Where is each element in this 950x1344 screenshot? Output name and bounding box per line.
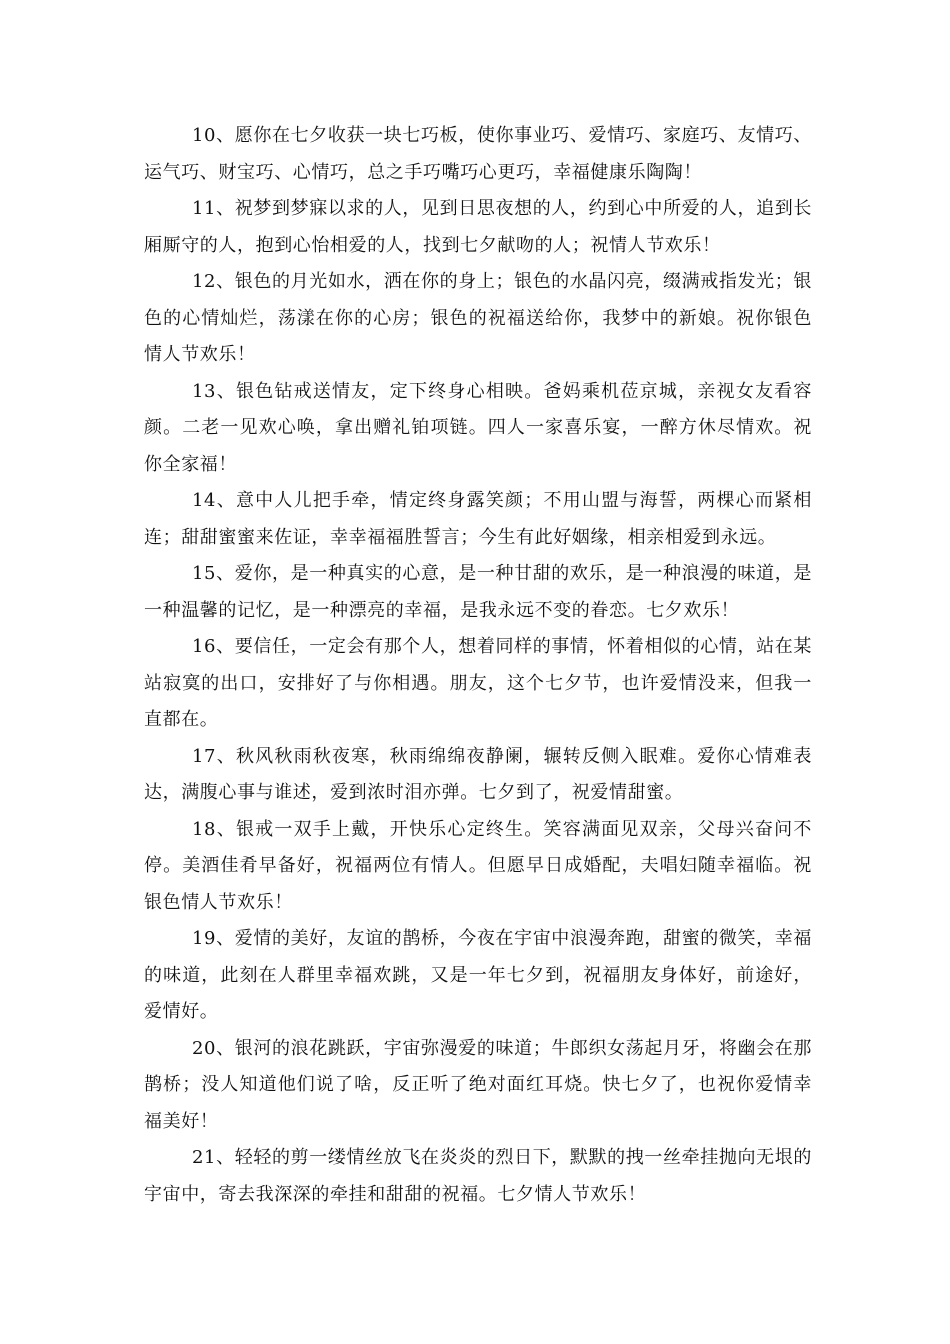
paragraph-11: 11、祝梦到梦寐以求的人，见到日思夜想的人，约到心中所爱的人，追到长厢厮守的人，抱到心怡相爱的人，找到七夕献吻的人；祝情人节欢乐！ — [144, 198, 812, 256]
paragraph-13: 13、银色钻戒送情友，定下终身心相映。爸妈乘机莅京城，亲视女友看容颜。二老一见欢心唤，拿出赠礼铂项链。四人一家喜乐宴，一醉方休尽情欢。祝你全家福！ — [144, 380, 812, 475]
paragraph-19: 19、爱情的美好，友谊的鹊桥，今夜在宇宙中浪漫奔跑，甜蜜的微笑，幸福的味道，此刻在人群里幸福欢跳，又是一年七夕到，祝福朋友身体好，前途好，爱情好。 — [144, 928, 812, 1022]
paragraph-21: 21、轻轻的剪一缕情丝放飞在炎炎的烈日下，默默的拽一丝牵挂抛向无垠的宇宙中，寄去我深深的牵挂和甜甜的祝福。七夕情人节欢乐！ — [144, 1147, 812, 1205]
paragraph-16: 16、要信任，一定会有那个人，想着同样的事情，怀着相似的心情，站在某站寂寞的出口，安排好了与你相遇。朋友，这个七夕节，也许爱情没来，但我一直都在。 — [144, 636, 812, 730]
paragraph-18: 18、银戒一双手上戴，开快乐心定终生。笑容满面见双亲，父母兴奋问不停。美酒佳肴早备好，祝福两位有情人。但愿早日成婚配，夫唱妇随幸福临。祝银色情人节欢乐！ — [144, 818, 812, 913]
paragraph-14: 14、意中人儿把手牵，情定终身露笑颜；不用山盟与海誓，两棵心而紧相连；甜甜蜜蜜来佐证，幸幸福福胜誓言；今生有此好姻缘，相亲相爱到永远。 — [144, 490, 812, 548]
paragraph-10: 10、愿你在七夕收获一块七巧板，使你事业巧、爱情巧、家庭巧、友情巧、运气巧、财宝巧、心情巧，总之手巧嘴巧心更巧，幸福健康乐陶陶！ — [144, 125, 812, 183]
paragraph-12: 12、银色的月光如水，洒在你的身上；银色的水晶闪亮，缀满戒指发光；银色的心情灿烂，荡漾在你的心房；银色的祝福送给你，我梦中的新娘。祝你银色情人节欢乐！ — [144, 271, 812, 365]
paragraph-20: 20、银河的浪花跳跃，宇宙弥漫爱的味道；牛郎织女荡起月牙，将幽会在那鹊桥；没人知道他们说了啥，反正听了绝对面红耳烧。快七夕了，也祝你爱情幸福美好！ — [144, 1037, 812, 1132]
document-body — [144, 118, 812, 1213]
paragraph-15: 15、爱你，是一种真实的心意，是一种甘甜的欢乐，是一种浪漫的味道，是一种温馨的记忆，是一种漂亮的幸福，是我永远不变的眷恋。七夕欢乐！ — [144, 563, 812, 621]
paragraph-17: 17、秋风秋雨秋夜寒，秋雨绵绵夜静阑，辗转反侧入眠难。爱你心情难表达，满腹心事与谁述，爱到浓时泪亦弹。七夕到了，祝爱情甜蜜。 — [144, 745, 812, 803]
